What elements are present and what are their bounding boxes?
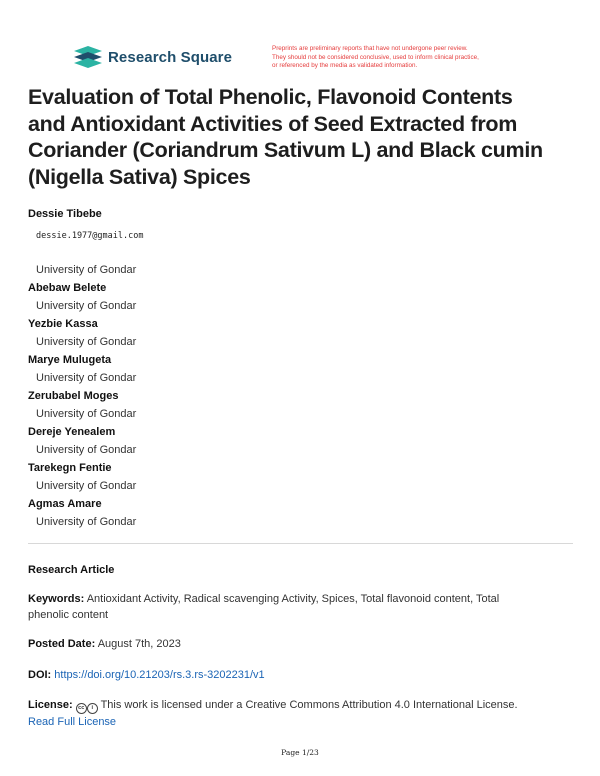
- keywords-value: phenolic content: [28, 609, 109, 621]
- doi-link[interactable]: https://doi.org/10.21203/rs.3.rs-3202231/v1: [54, 669, 265, 681]
- author-affiliation: University of Gondar: [36, 408, 137, 420]
- research-square-logo[interactable]: [74, 46, 232, 68]
- author-name: Dereje Yenealem: [28, 426, 116, 438]
- author-affiliation: University of Gondar: [36, 372, 137, 384]
- article-type-value: Research Article: [28, 564, 115, 576]
- title-line: Coriander (Coriandrum Sativum L) and Black cumin: [28, 138, 543, 162]
- author-name: Abebaw Belete: [28, 282, 107, 294]
- read-full-license-link[interactable]: Read Full License: [28, 716, 117, 728]
- notice-line: Preprints are preliminary reports that have not undergone peer review.: [272, 45, 468, 52]
- title-line: (Nigella Sativa) Spices: [28, 164, 251, 189]
- author-affiliation: University of Gondar: [36, 264, 137, 276]
- paper-title: [28, 84, 578, 190]
- author-name: Marye Mulugeta: [28, 354, 112, 366]
- keywords-value: Antioxidant Activity, Radical scavenging Activity, Spices, Total flavonoid content, Total: [86, 593, 500, 605]
- author-affiliation: University of Gondar: [36, 444, 137, 456]
- keywords-label: Keywords:: [28, 593, 85, 605]
- doi-label: DOI:: [28, 669, 52, 681]
- page-number: Page 1/23: [281, 748, 319, 757]
- author-affiliation: University of Gondar: [36, 336, 137, 348]
- notice-line: They should not be considered conclusive, used to inform clinical practice,: [272, 53, 479, 61]
- posted-value: August 7th, 2023: [97, 638, 181, 650]
- article-type: [28, 562, 558, 578]
- keywords: [28, 591, 558, 623]
- author-name: Yezbie Kassa: [28, 318, 98, 330]
- doi: [28, 667, 558, 683]
- section-divider: [28, 543, 573, 544]
- author-name: Dessie Tibebe: [28, 208, 102, 220]
- title-line: and Antioxidant Activities of Seed Extracted from: [28, 111, 518, 136]
- title-line: Evaluation of Total Phenolic, Flavonoid Contents: [28, 85, 513, 109]
- license: [28, 697, 558, 730]
- author-affiliation: University of Gondar: [36, 300, 137, 312]
- author-name: Agmas Amare: [28, 498, 102, 510]
- posted-date: [28, 636, 558, 652]
- research-square-logo-icon: [74, 46, 102, 68]
- creative-commons-icon[interactable]: cc: [76, 703, 87, 714]
- author-name: Tarekegn Fentie: [28, 462, 112, 474]
- author-affiliation: University of Gondar: [36, 480, 137, 492]
- author-name: Zerubabel Moges: [28, 390, 119, 402]
- license-label: License:: [28, 699, 73, 711]
- logo-text: Research Square: [108, 48, 233, 66]
- posted-label: Posted Date:: [28, 638, 96, 650]
- license-text: This work is licensed under a Creative Commons Attribution 4.0 International License.: [100, 699, 518, 711]
- author-email[interactable]: dessie.1977@gmail.com: [36, 231, 144, 241]
- attribution-icon[interactable]: i: [87, 703, 98, 714]
- notice-line: or referenced by the media as validated information.: [272, 62, 418, 70]
- author-affiliation: University of Gondar: [36, 516, 137, 528]
- preprint-notice: [272, 45, 562, 71]
